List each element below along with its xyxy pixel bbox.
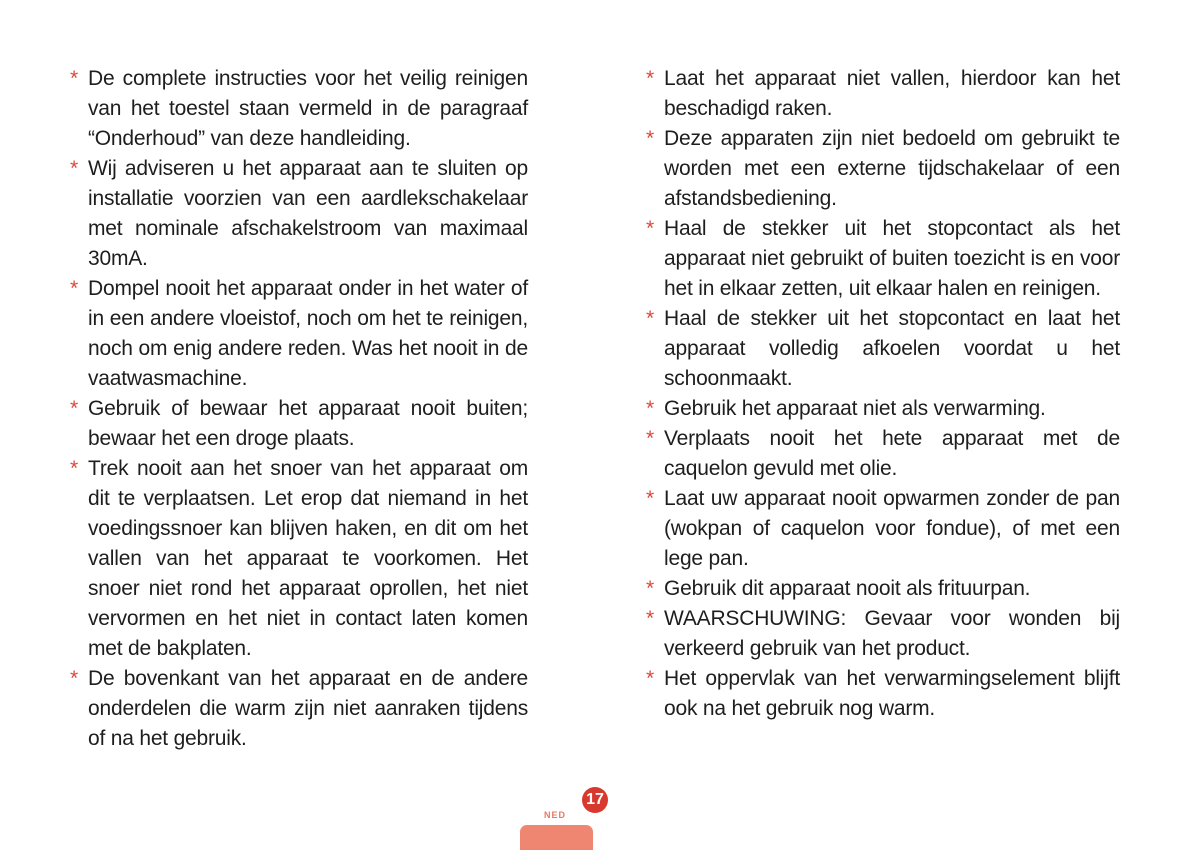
- list-item: [646, 64, 1120, 124]
- list-item: [646, 424, 1120, 484]
- left-bullet-list: [70, 64, 528, 754]
- list-item: [646, 214, 1120, 304]
- list-item-text: WAARSCHUWING: Gevaar voor wonden bij verkeerd gebruik van het product.: [664, 607, 1120, 660]
- list-item: [646, 124, 1120, 214]
- asterisk-bullet-icon: *: [646, 427, 654, 450]
- asterisk-bullet-icon: *: [646, 127, 654, 150]
- list-item: [646, 394, 1120, 424]
- list-item: [70, 274, 528, 394]
- list-item-text: Haal de stekker uit het stopcontact en laat het apparaat volledig afkoelen voordat u het schoonmaakt.: [664, 307, 1120, 390]
- asterisk-bullet-icon: *: [646, 307, 654, 330]
- list-item-text: De complete instructies voor het veilig reinigen van het toestel staan vermeld in de paragraaf “Onderhoud” van deze handleiding.: [88, 67, 528, 150]
- asterisk-bullet-icon: *: [646, 67, 654, 90]
- asterisk-bullet-icon: *: [70, 277, 78, 300]
- page-number-badge: 17: [582, 787, 608, 813]
- right-bullet-list: [646, 64, 1120, 724]
- list-item-text: Gebruik of bewaar het apparaat nooit buiten; bewaar het een droge plaats.: [88, 397, 528, 450]
- language-label: NED: [544, 810, 567, 820]
- list-item-text: Wij adviseren u het apparaat aan te sluiten op installatie voorzien van een aardlekschakelaar met nominale afschakelstroom van maximaal 30mA.: [88, 157, 528, 270]
- list-item-text: Haal de stekker uit het stopcontact als het apparaat niet gebruikt of buiten toezicht is en voor het in elkaar zetten, uit elkaar halen en reinigen.: [664, 217, 1120, 300]
- list-item-text: Dompel nooit het apparaat onder in het water of in een andere vloeistof, noch om het te reinigen, noch om enig andere reden. Was het nooit in de vaatwasmachine.: [88, 277, 528, 390]
- list-item: [646, 604, 1120, 664]
- list-item: [646, 484, 1120, 574]
- asterisk-bullet-icon: *: [646, 607, 654, 630]
- list-item-text: Gebruik dit apparaat nooit als frituurpan.: [664, 577, 1031, 600]
- list-item-text: De bovenkant van het apparaat en de andere onderdelen die warm zijn niet aanraken tijdens of na het gebruik.: [88, 667, 528, 750]
- list-item-text: Verplaats nooit het hete apparaat met de caquelon gevuld met olie.: [664, 427, 1120, 480]
- asterisk-bullet-icon: *: [646, 217, 654, 240]
- list-item: [646, 304, 1120, 394]
- asterisk-bullet-icon: *: [70, 157, 78, 180]
- list-item-text: Laat het apparaat niet vallen, hierdoor kan het beschadigd raken.: [664, 67, 1120, 120]
- list-item-text: Deze apparaten zijn niet bedoeld om gebruikt te worden met een externe tijdschakelaar of een afstandsbediening.: [664, 127, 1120, 210]
- list-item-text: Gebruik het apparaat niet als verwarming.: [664, 397, 1046, 420]
- list-item: [70, 454, 528, 664]
- list-item: [70, 664, 528, 754]
- asterisk-bullet-icon: *: [646, 487, 654, 510]
- asterisk-bullet-icon: *: [646, 667, 654, 690]
- footer-tab: [520, 825, 593, 850]
- list-item: [70, 154, 528, 274]
- right-column: [646, 64, 1120, 724]
- asterisk-bullet-icon: *: [646, 577, 654, 600]
- asterisk-bullet-icon: *: [70, 667, 78, 690]
- list-item-text: Laat uw apparaat nooit opwarmen zonder de pan (wokpan of caquelon voor fondue), of met een lege pan.: [664, 487, 1120, 570]
- asterisk-bullet-icon: *: [70, 397, 78, 420]
- list-item: [70, 64, 528, 154]
- asterisk-bullet-icon: *: [646, 397, 654, 420]
- list-item: [70, 394, 528, 454]
- left-column: [70, 64, 528, 754]
- asterisk-bullet-icon: *: [70, 67, 78, 90]
- asterisk-bullet-icon: *: [70, 457, 78, 480]
- list-item: [646, 574, 1120, 604]
- list-item-text: Trek nooit aan het snoer van het apparaat om dit te verplaatsen. Let erop dat niemand in het voedingssnoer kan blijven haken, en dit om het vallen van het apparaat te voorkomen. Het snoer niet rond het apparaat oprollen, het niet vervormen en het niet in contact laten komen met de bakplaten.: [88, 457, 528, 660]
- list-item-text: Het oppervlak van het verwarmingselement blijft ook na het gebruik nog warm.: [664, 667, 1120, 720]
- list-item: [646, 664, 1120, 724]
